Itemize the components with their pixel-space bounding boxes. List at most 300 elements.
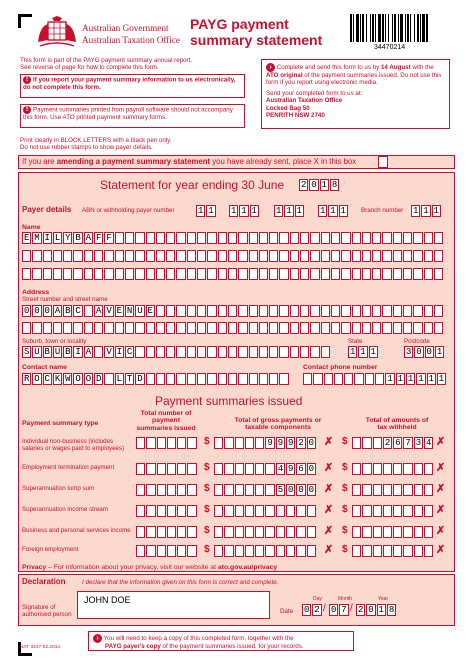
char-cell[interactable]: [157, 437, 166, 449]
char-cell[interactable]: V: [106, 347, 112, 357]
char-cell[interactable]: [157, 505, 166, 517]
char-cell[interactable]: [156, 322, 165, 334]
char-cell[interactable]: C: [44, 374, 50, 384]
char-cell[interactable]: [341, 322, 350, 334]
char-cell[interactable]: [156, 346, 165, 358]
char-cell[interactable]: [146, 545, 155, 557]
char-cell[interactable]: [352, 232, 361, 244]
char-cell[interactable]: 0: [368, 605, 374, 615]
char-cell[interactable]: [177, 526, 186, 538]
char-cell[interactable]: [218, 232, 227, 244]
date-month[interactable]: [329, 604, 349, 616]
char-cell[interactable]: [362, 268, 371, 280]
char-cell[interactable]: [373, 526, 382, 538]
summary-count-field[interactable]: [136, 484, 197, 496]
char-cell[interactable]: [125, 268, 134, 280]
char-cell[interactable]: [167, 463, 176, 475]
char-cell[interactable]: [176, 268, 185, 280]
char-cell[interactable]: [296, 505, 305, 517]
summary-tax-field[interactable]: [352, 437, 433, 449]
char-cell[interactable]: [382, 268, 391, 280]
char-cell[interactable]: [146, 437, 155, 449]
char-cell[interactable]: [393, 232, 402, 244]
char-cell[interactable]: 1: [370, 347, 376, 357]
char-cell[interactable]: [424, 268, 433, 280]
char-cell[interactable]: [43, 268, 52, 280]
char-cell[interactable]: [310, 346, 319, 358]
summary-tax-field[interactable]: [352, 505, 433, 517]
char-cell[interactable]: [167, 505, 176, 517]
char-cell[interactable]: [249, 373, 258, 385]
char-cell[interactable]: 9: [288, 438, 294, 448]
char-cell[interactable]: [136, 505, 145, 517]
char-cell[interactable]: [383, 545, 392, 557]
char-cell[interactable]: [321, 305, 330, 317]
char-cell[interactable]: 0: [311, 180, 317, 190]
char-cell[interactable]: [269, 346, 278, 358]
char-cell[interactable]: [104, 373, 113, 385]
char-cell[interactable]: [393, 268, 402, 280]
char-cell[interactable]: 1: [349, 347, 356, 357]
summary-gross-field[interactable]: [214, 545, 316, 557]
char-cell[interactable]: [176, 232, 185, 244]
char-cell[interactable]: [341, 268, 350, 280]
char-cell[interactable]: [383, 526, 392, 538]
char-cell[interactable]: [94, 322, 103, 334]
char-cell[interactable]: [352, 463, 361, 475]
char-cell[interactable]: U: [54, 347, 61, 357]
char-cell[interactable]: [382, 305, 391, 317]
abn-field-3[interactable]: [274, 205, 304, 217]
char-cell[interactable]: [176, 250, 185, 262]
char-cell[interactable]: [352, 545, 361, 557]
char-cell[interactable]: [146, 346, 155, 358]
char-cell[interactable]: [73, 322, 82, 334]
char-cell[interactable]: [136, 526, 145, 538]
summary-count-field[interactable]: [136, 505, 197, 517]
char-cell[interactable]: 8: [331, 180, 338, 190]
char-cell[interactable]: [255, 437, 264, 449]
char-cell[interactable]: 2: [300, 180, 307, 190]
char-cell[interactable]: [135, 322, 144, 334]
char-cell[interactable]: [157, 545, 166, 557]
char-cell[interactable]: [403, 268, 412, 280]
char-cell[interactable]: [307, 545, 316, 557]
char-cell[interactable]: [375, 373, 384, 385]
char-cell[interactable]: [177, 505, 186, 517]
char-cell[interactable]: [197, 346, 206, 358]
char-cell[interactable]: [249, 305, 258, 317]
char-cell[interactable]: [269, 232, 278, 244]
char-cell[interactable]: L: [116, 374, 123, 384]
char-cell[interactable]: [290, 250, 299, 262]
summary-gross-field[interactable]: [214, 484, 316, 496]
char-cell[interactable]: [235, 437, 244, 449]
char-cell[interactable]: [135, 268, 144, 280]
char-cell[interactable]: [207, 232, 216, 244]
char-cell[interactable]: [341, 232, 350, 244]
char-cell[interactable]: B: [75, 233, 81, 243]
char-cell[interactable]: 6: [298, 464, 304, 474]
char-cell[interactable]: [245, 484, 254, 496]
char-cell[interactable]: S: [23, 347, 30, 357]
char-cell[interactable]: [393, 545, 402, 557]
char-cell[interactable]: [228, 250, 237, 262]
char-cell[interactable]: [146, 463, 155, 475]
char-cell[interactable]: [362, 484, 371, 496]
char-cell[interactable]: [166, 322, 175, 334]
char-cell[interactable]: [146, 232, 155, 244]
abn-field-4[interactable]: [318, 205, 348, 217]
char-cell[interactable]: V: [106, 306, 112, 316]
char-cell[interactable]: [276, 526, 285, 538]
char-cell[interactable]: [255, 526, 264, 538]
summary-count-field[interactable]: [136, 463, 197, 475]
char-cell[interactable]: D: [137, 374, 143, 384]
char-cell[interactable]: L: [54, 233, 61, 243]
char-cell[interactable]: [214, 505, 223, 517]
char-cell[interactable]: [224, 463, 233, 475]
char-cell[interactable]: 1: [360, 347, 366, 357]
char-cell[interactable]: [115, 268, 124, 280]
char-cell[interactable]: 1: [397, 374, 404, 384]
char-cell[interactable]: A: [96, 306, 102, 316]
char-cell[interactable]: [403, 305, 412, 317]
char-cell[interactable]: [413, 232, 422, 244]
char-cell[interactable]: 1: [330, 206, 336, 216]
char-cell[interactable]: [362, 545, 371, 557]
suburb-field[interactable]: [22, 346, 330, 358]
char-cell[interactable]: [187, 373, 196, 385]
char-cell[interactable]: [104, 268, 113, 280]
street-field-row1[interactable]: [22, 305, 443, 317]
char-cell[interactable]: [290, 232, 299, 244]
char-cell[interactable]: [84, 250, 93, 262]
char-cell[interactable]: [235, 526, 244, 538]
char-cell[interactable]: [136, 545, 145, 557]
char-cell[interactable]: W: [65, 374, 71, 384]
char-cell[interactable]: 9: [288, 464, 294, 474]
char-cell[interactable]: [53, 322, 62, 334]
char-cell[interactable]: R: [23, 374, 30, 384]
char-cell[interactable]: [146, 484, 155, 496]
char-cell[interactable]: [63, 322, 72, 334]
char-cell[interactable]: [214, 526, 223, 538]
char-cell[interactable]: [218, 305, 227, 317]
char-cell[interactable]: 1: [387, 374, 393, 384]
char-cell[interactable]: [403, 545, 412, 557]
char-cell[interactable]: [43, 322, 52, 334]
char-cell[interactable]: 9: [267, 438, 273, 448]
char-cell[interactable]: [238, 305, 247, 317]
char-cell[interactable]: [22, 250, 31, 262]
char-cell[interactable]: [393, 505, 402, 517]
char-cell[interactable]: [324, 373, 333, 385]
char-cell[interactable]: [136, 463, 145, 475]
char-cell[interactable]: F: [106, 233, 112, 243]
char-cell[interactable]: [383, 484, 392, 496]
char-cell[interactable]: [176, 346, 185, 358]
abn-field-1[interactable]: [196, 205, 216, 217]
char-cell[interactable]: 1: [321, 180, 327, 190]
char-cell[interactable]: C: [75, 306, 81, 316]
char-cell[interactable]: [424, 250, 433, 262]
char-cell[interactable]: 1: [418, 374, 424, 384]
char-cell[interactable]: K: [54, 374, 61, 384]
char-cell[interactable]: [156, 373, 165, 385]
char-cell[interactable]: [166, 268, 175, 280]
char-cell[interactable]: [125, 322, 134, 334]
char-cell[interactable]: 2: [298, 438, 304, 448]
char-cell[interactable]: [176, 322, 185, 334]
char-cell[interactable]: [373, 463, 382, 475]
summary-count-field[interactable]: [136, 526, 197, 538]
char-cell[interactable]: [372, 268, 381, 280]
char-cell[interactable]: [249, 268, 258, 280]
char-cell[interactable]: [32, 268, 41, 280]
char-cell[interactable]: E: [23, 233, 30, 243]
char-cell[interactable]: [84, 268, 93, 280]
char-cell[interactable]: [279, 305, 288, 317]
char-cell[interactable]: [352, 484, 361, 496]
char-cell[interactable]: [265, 463, 274, 475]
char-cell[interactable]: [255, 463, 264, 475]
name-field-row3[interactable]: [22, 268, 443, 280]
char-cell[interactable]: 2: [314, 605, 320, 615]
char-cell[interactable]: T: [126, 374, 133, 384]
char-cell[interactable]: [434, 232, 443, 244]
char-cell[interactable]: [276, 505, 285, 517]
char-cell[interactable]: [228, 232, 237, 244]
char-cell[interactable]: [331, 305, 340, 317]
char-cell[interactable]: [276, 545, 285, 557]
char-cell[interactable]: [146, 526, 155, 538]
char-cell[interactable]: [382, 232, 391, 244]
summary-tax-field[interactable]: [352, 463, 433, 475]
char-cell[interactable]: 5: [277, 485, 284, 495]
char-cell[interactable]: [321, 232, 330, 244]
char-cell[interactable]: [245, 505, 254, 517]
char-cell[interactable]: [63, 268, 72, 280]
char-cell[interactable]: [310, 322, 319, 334]
char-cell[interactable]: [300, 268, 309, 280]
char-cell[interactable]: A: [54, 306, 61, 316]
char-cell[interactable]: [372, 305, 381, 317]
char-cell[interactable]: [403, 250, 412, 262]
date-day[interactable]: [302, 604, 322, 616]
char-cell[interactable]: [259, 346, 268, 358]
char-cell[interactable]: [22, 322, 31, 334]
char-cell[interactable]: [207, 250, 216, 262]
summary-gross-field[interactable]: [214, 526, 316, 538]
name-field-row1[interactable]: [22, 232, 443, 244]
char-cell[interactable]: [362, 526, 371, 538]
char-cell[interactable]: [393, 526, 402, 538]
char-cell[interactable]: B: [65, 306, 71, 316]
char-cell[interactable]: [187, 437, 196, 449]
char-cell[interactable]: [383, 463, 392, 475]
char-cell[interactable]: [224, 545, 233, 557]
char-cell[interactable]: 1: [197, 206, 204, 216]
char-cell[interactable]: [290, 268, 299, 280]
char-cell[interactable]: [235, 484, 244, 496]
char-cell[interactable]: [94, 346, 103, 358]
char-cell[interactable]: 3: [405, 347, 412, 357]
char-cell[interactable]: [177, 484, 186, 496]
char-cell[interactable]: [269, 305, 278, 317]
char-cell[interactable]: 0: [308, 485, 315, 495]
char-cell[interactable]: [214, 437, 223, 449]
char-cell[interactable]: [259, 373, 268, 385]
char-cell[interactable]: [214, 484, 223, 496]
char-cell[interactable]: [156, 305, 165, 317]
summary-gross-field[interactable]: [214, 463, 316, 475]
char-cell[interactable]: [177, 463, 186, 475]
char-cell[interactable]: [249, 232, 258, 244]
char-cell[interactable]: 0: [416, 347, 422, 357]
char-cell[interactable]: [286, 545, 295, 557]
char-cell[interactable]: [300, 305, 309, 317]
char-cell[interactable]: [269, 322, 278, 334]
char-cell[interactable]: 8: [388, 605, 395, 615]
char-cell[interactable]: [352, 322, 361, 334]
char-cell[interactable]: A: [85, 347, 92, 357]
char-cell[interactable]: [238, 250, 247, 262]
char-cell[interactable]: [331, 322, 340, 334]
char-cell[interactable]: [307, 505, 316, 517]
char-cell[interactable]: [265, 484, 274, 496]
char-cell[interactable]: [157, 484, 166, 496]
date-year[interactable]: [356, 604, 396, 616]
char-cell[interactable]: [167, 545, 176, 557]
char-cell[interactable]: [259, 305, 268, 317]
char-cell[interactable]: [424, 526, 433, 538]
char-cell[interactable]: [146, 268, 155, 280]
char-cell[interactable]: [125, 232, 134, 244]
name-field-row2[interactable]: [22, 250, 443, 262]
char-cell[interactable]: [135, 250, 144, 262]
char-cell[interactable]: [365, 373, 374, 385]
char-cell[interactable]: [414, 505, 423, 517]
char-cell[interactable]: [310, 305, 319, 317]
char-cell[interactable]: [207, 305, 216, 317]
char-cell[interactable]: [197, 268, 206, 280]
char-cell[interactable]: [156, 232, 165, 244]
char-cell[interactable]: [259, 232, 268, 244]
char-cell[interactable]: [245, 545, 254, 557]
char-cell[interactable]: [166, 250, 175, 262]
char-cell[interactable]: [362, 322, 371, 334]
char-cell[interactable]: [279, 232, 288, 244]
char-cell[interactable]: [403, 505, 412, 517]
char-cell[interactable]: [413, 305, 422, 317]
char-cell[interactable]: [218, 346, 227, 358]
char-cell[interactable]: [115, 250, 124, 262]
char-cell[interactable]: [125, 250, 134, 262]
char-cell[interactable]: E: [116, 306, 123, 316]
char-cell[interactable]: [354, 373, 363, 385]
char-cell[interactable]: [156, 250, 165, 262]
char-cell[interactable]: [53, 250, 62, 262]
char-cell[interactable]: 0: [23, 306, 30, 316]
char-cell[interactable]: [177, 437, 186, 449]
char-cell[interactable]: [224, 437, 233, 449]
char-cell[interactable]: N: [126, 306, 133, 316]
char-cell[interactable]: 1: [423, 206, 429, 216]
char-cell[interactable]: [197, 305, 206, 317]
char-cell[interactable]: [146, 373, 155, 385]
char-cell[interactable]: [22, 268, 31, 280]
char-cell[interactable]: [331, 268, 340, 280]
char-cell[interactable]: 2: [384, 438, 391, 448]
char-cell[interactable]: [382, 250, 391, 262]
char-cell[interactable]: [249, 322, 258, 334]
char-cell[interactable]: O: [85, 374, 92, 384]
char-cell[interactable]: 0: [330, 605, 337, 615]
char-cell[interactable]: 2: [357, 605, 364, 615]
char-cell[interactable]: [269, 250, 278, 262]
char-cell[interactable]: [434, 250, 443, 262]
char-cell[interactable]: [424, 322, 433, 334]
char-cell[interactable]: [218, 250, 227, 262]
char-cell[interactable]: 1: [378, 605, 384, 615]
char-cell[interactable]: 1: [296, 206, 302, 216]
char-cell[interactable]: [382, 322, 391, 334]
char-cell[interactable]: [157, 526, 166, 538]
char-cell[interactable]: 0: [426, 347, 432, 357]
char-cell[interactable]: [310, 232, 319, 244]
char-cell[interactable]: [187, 526, 196, 538]
char-cell[interactable]: [372, 232, 381, 244]
char-cell[interactable]: 0: [34, 306, 40, 316]
summary-count-field[interactable]: [136, 437, 197, 449]
char-cell[interactable]: [296, 545, 305, 557]
char-cell[interactable]: [290, 346, 299, 358]
char-cell[interactable]: [352, 505, 361, 517]
char-cell[interactable]: [286, 505, 295, 517]
char-cell[interactable]: [235, 463, 244, 475]
char-cell[interactable]: [373, 484, 382, 496]
privacy-link[interactable]: ato.gov.au/privacy: [217, 564, 278, 571]
char-cell[interactable]: E: [147, 306, 153, 316]
char-cell[interactable]: [187, 232, 196, 244]
char-cell[interactable]: [43, 250, 52, 262]
char-cell[interactable]: B: [65, 347, 71, 357]
char-cell[interactable]: [334, 373, 343, 385]
char-cell[interactable]: 1: [438, 374, 445, 384]
summary-tax-field[interactable]: [352, 484, 433, 496]
char-cell[interactable]: [249, 346, 258, 358]
summary-tax-field[interactable]: [352, 545, 433, 557]
char-cell[interactable]: I: [75, 347, 81, 357]
char-cell[interactable]: [238, 373, 247, 385]
char-cell[interactable]: [393, 305, 402, 317]
char-cell[interactable]: [135, 346, 144, 358]
char-cell[interactable]: [321, 250, 330, 262]
char-cell[interactable]: A: [85, 233, 92, 243]
char-cell[interactable]: 7: [341, 605, 347, 615]
char-cell[interactable]: [166, 373, 175, 385]
char-cell[interactable]: [177, 545, 186, 557]
char-cell[interactable]: [393, 322, 402, 334]
char-cell[interactable]: [403, 322, 412, 334]
char-cell[interactable]: F: [96, 233, 102, 243]
char-cell[interactable]: [238, 232, 247, 244]
char-cell[interactable]: 1: [241, 206, 247, 216]
char-cell[interactable]: [32, 322, 41, 334]
char-cell[interactable]: [94, 268, 103, 280]
char-cell[interactable]: [235, 545, 244, 557]
